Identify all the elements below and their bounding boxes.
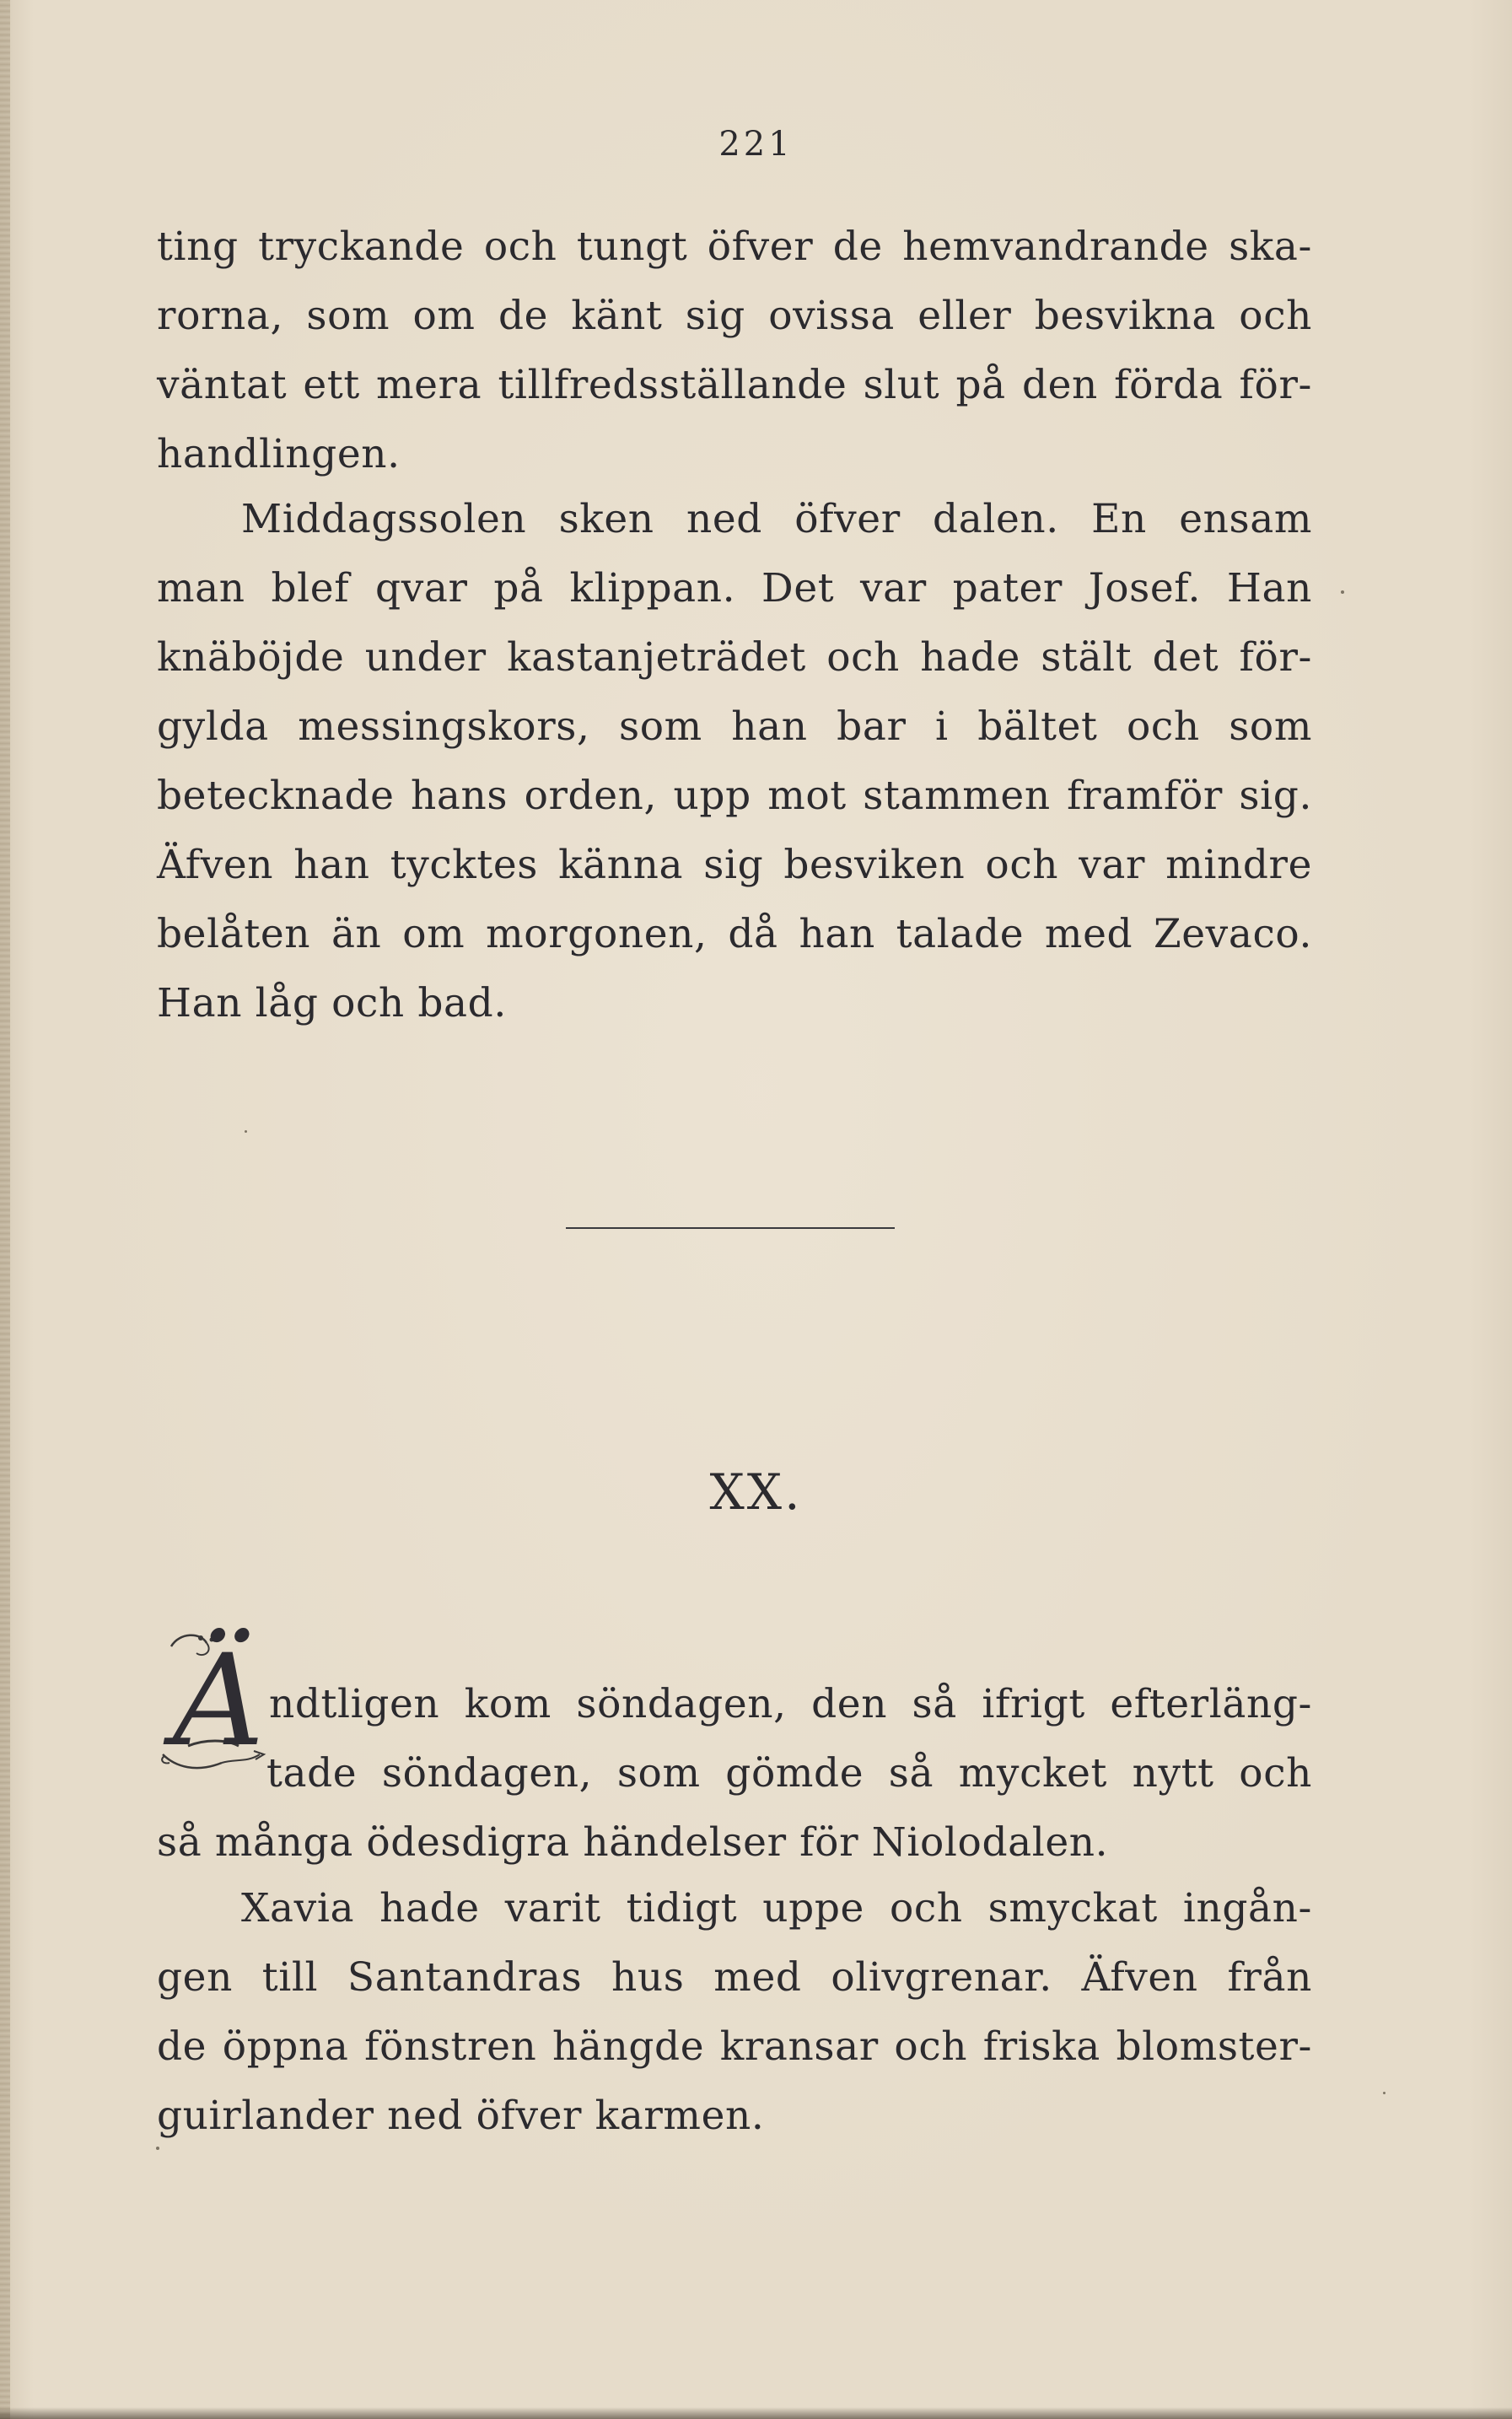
text-line: Xavia hade varit tidigt uppe och smyckat ingån-	[241, 1885, 1312, 1931]
page-binding-edge	[0, 0, 10, 2419]
text-line: knäböjde under kastanjeträdet och hade stält det för-	[157, 634, 1312, 681]
text-line: Han låg och bad.	[157, 980, 507, 1026]
text-line: ndtligen kom söndagen, den så ifrigt efterläng-	[269, 1681, 1312, 1727]
paragraph	[157, 1670, 1312, 1878]
text-line: de öppna fönstren hängde kransar och friska blomster-	[157, 2023, 1312, 2070]
initial-letter: Ä	[173, 1628, 265, 1775]
paper-speck	[245, 1130, 247, 1133]
page-bottom-shadow	[0, 2407, 1512, 2419]
paper-speck	[156, 2147, 159, 2150]
text-line: man blef qvar på klippan. Det var pater Josef. Han	[157, 565, 1312, 611]
text-line: belåten än om morgonen, då han talade med Zevaco.	[157, 911, 1312, 957]
text-line: Äfven han tycktes känna sig besviken och var mindre	[157, 842, 1312, 888]
chapter-heading: XX.	[709, 1463, 803, 1521]
paragraph	[157, 213, 1312, 489]
text-line: så många ödesdigra händelser för Niolodalen.	[157, 1819, 1109, 1866]
text-line: väntat ett mera tillfredsställande slut på den förda för-	[157, 362, 1312, 408]
paper-speck	[1383, 2092, 1386, 2094]
text-line: rorna, som om de känt sig ovissa eller besvikna och	[157, 293, 1312, 339]
text-line: tade söndagen, som gömde så mycket nytt och	[266, 1750, 1312, 1797]
text-line: handlingen.	[157, 431, 401, 477]
paper-speck	[1341, 590, 1344, 594]
text-line: gylda messingskors, som han bar i bältet och som	[157, 703, 1312, 750]
text-line: Middagssolen sken ned öfver dalen. En ensam	[241, 496, 1312, 542]
text-line: ting tryckande och tungt öfver de hemvandrande ska-	[157, 224, 1312, 270]
text-line: betecknade hans orden, upp mot stammen framför sig.	[157, 773, 1312, 819]
section-divider	[566, 1227, 895, 1229]
page-number: 221	[718, 125, 794, 164]
paragraph	[157, 1874, 1312, 2151]
text-line: gen till Santandras hus med olivgrenar. Äfven från	[157, 1954, 1312, 2001]
paragraph	[157, 485, 1312, 1038]
text-line: guirlander ned öfver karmen.	[157, 2093, 765, 2139]
